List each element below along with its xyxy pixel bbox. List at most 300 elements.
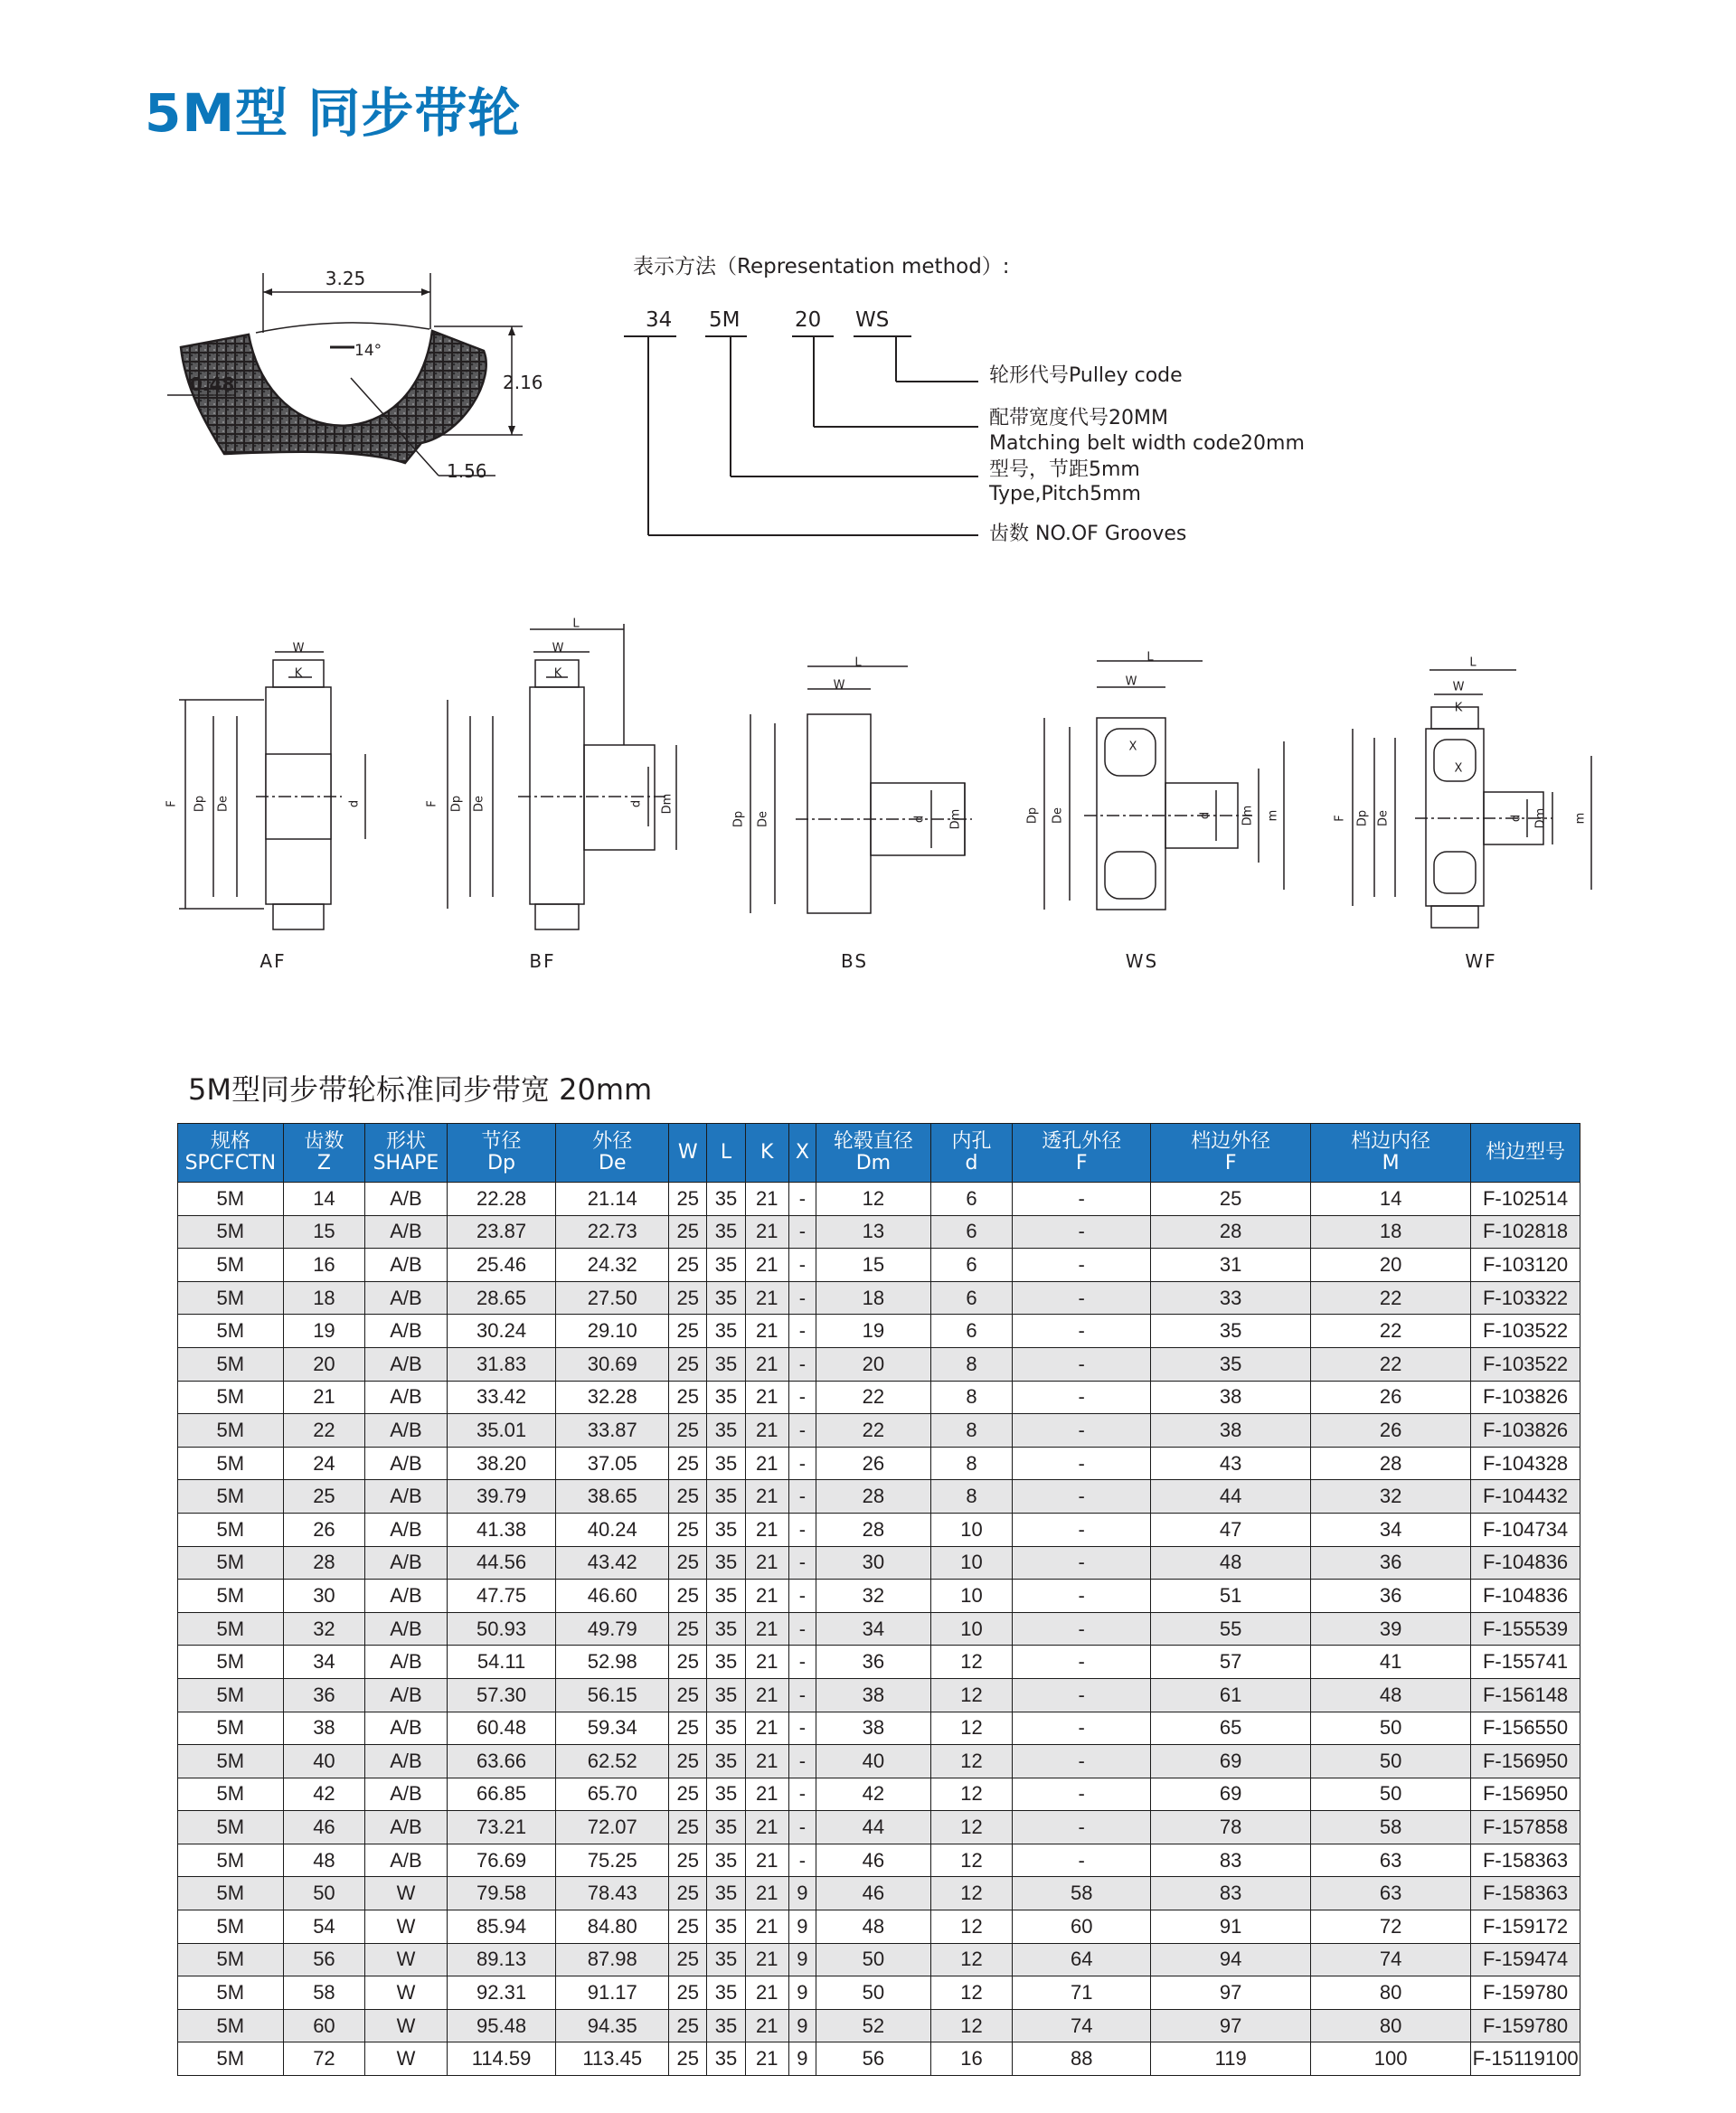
table-row [178, 1347, 1580, 1381]
table-cell: 35 [707, 1976, 745, 2010]
table-cell: 35 [707, 2009, 745, 2042]
table-cell: 21 [745, 1546, 788, 1580]
label-bf: BF [529, 950, 556, 972]
table-cell: 33.42 [447, 1381, 556, 1414]
table-cell: 21 [745, 1877, 788, 1910]
table-row [178, 1877, 1580, 1910]
table-cell: 23.87 [447, 1215, 556, 1249]
column-header-cn: L [720, 1141, 732, 1164]
column-header-cn: W [677, 1141, 698, 1164]
table-cell: 28.65 [447, 1281, 556, 1315]
dim-width: 3.25 [325, 268, 366, 289]
table-cell: 46 [816, 1877, 931, 1910]
table-cell: A/B [365, 1580, 448, 1613]
table-cell: 21 [745, 1513, 788, 1546]
table-cell: F-104836 [1471, 1580, 1580, 1613]
dim-label-wf-4: F [1333, 815, 1347, 822]
dim-label-ws-3: Dp [1025, 807, 1040, 825]
table-cell: 21 [745, 1612, 788, 1646]
table-cell: 5M [178, 1745, 284, 1778]
table-cell: 15 [283, 1215, 365, 1249]
table-cell: 25 [1151, 1183, 1311, 1216]
table-cell: 54.11 [447, 1646, 556, 1679]
table-cell: 21 [745, 1844, 788, 1877]
column-header-cn: 齿数 [304, 1130, 344, 1153]
table-cell: A/B [365, 1678, 448, 1712]
table-cell: 41 [1311, 1646, 1471, 1679]
table-cell: 74 [1311, 1943, 1471, 1976]
table-cell: 21 [745, 1976, 788, 2010]
table-row [178, 1811, 1580, 1844]
table-cell: 31.83 [447, 1347, 556, 1381]
table-cell: W [365, 1976, 448, 2010]
column-header-en: F [1075, 1152, 1088, 1174]
column-header-cn: X [795, 1141, 809, 1164]
table-cell: 27.50 [556, 1281, 669, 1315]
table-cell: 21 [745, 1215, 788, 1249]
table-cell: 113.45 [556, 2042, 669, 2076]
dim-label-bf-5: De [472, 795, 486, 813]
table-cell: A/B [365, 1778, 448, 1811]
table-cell: 25 [669, 1612, 707, 1646]
table-cell: 65.70 [556, 1778, 669, 1811]
table-cell: 62.52 [556, 1745, 669, 1778]
dim-label-wf-6: De [1376, 809, 1391, 827]
table-cell: - [1013, 1381, 1151, 1414]
table-cell: 25 [669, 1447, 707, 1480]
table-row [178, 1281, 1580, 1315]
table-cell: 35 [707, 1347, 745, 1381]
table-row [178, 1712, 1580, 1745]
dim-label-wf-7: d [1509, 814, 1524, 823]
dim-label-bs-0: L [854, 656, 862, 670]
table-cell: 5M [178, 1546, 284, 1580]
table-cell: 35 [707, 1480, 745, 1514]
table-cell: 21 [745, 1712, 788, 1745]
table-cell: 25 [669, 1414, 707, 1448]
table-cell: 9 [788, 1877, 816, 1910]
label-ws: WS [1125, 950, 1159, 972]
table-cell: 88 [1013, 2042, 1151, 2076]
column-header-en: F [1224, 1152, 1237, 1174]
table-cell: 37.05 [556, 1447, 669, 1480]
table-cell: 91 [1151, 1910, 1311, 1944]
table-cell: A/B [365, 1183, 448, 1216]
table-cell: 21 [745, 1315, 788, 1348]
table-cell: 36 [283, 1678, 365, 1712]
table-cell: 61 [1151, 1678, 1311, 1712]
table-cell: 5M [178, 1381, 284, 1414]
spec-table [177, 1123, 1580, 2076]
table-row [178, 1910, 1580, 1944]
column-header-cn: 内孔 [951, 1130, 992, 1153]
table-row [178, 1414, 1580, 1448]
table-row [178, 1844, 1580, 1877]
representation-leaders [624, 336, 978, 535]
column-header-en: SPCFCTN [184, 1152, 277, 1174]
table-cell: - [1013, 1281, 1151, 1315]
table-cell: 50 [283, 1877, 365, 1910]
table-row [178, 1612, 1580, 1646]
dim-label-bf-0: L [572, 617, 580, 631]
table-cell: 5M [178, 1513, 284, 1546]
column-header [556, 1124, 669, 1183]
table-cell: 48 [1151, 1546, 1311, 1580]
label-bs: BS [840, 950, 869, 972]
table-cell: - [1013, 1414, 1151, 1448]
table-cell: 5M [178, 1646, 284, 1679]
table-row [178, 1447, 1580, 1480]
table-title: 5M型同步带轮标准同步带宽 20mm [188, 1072, 653, 1107]
table-cell: 22 [283, 1414, 365, 1448]
table-cell: F-104836 [1471, 1546, 1580, 1580]
dim-label-af-5: d [347, 799, 362, 808]
table-cell: 20 [283, 1347, 365, 1381]
dim-label-af-1: K [294, 666, 303, 681]
table-cell: 9 [788, 2042, 816, 2076]
table-cell: 5M [178, 1580, 284, 1613]
table-cell: 63 [1311, 1877, 1471, 1910]
label-af: AF [259, 950, 287, 972]
column-header-en: Dp [487, 1152, 515, 1174]
table-cell: 5M [178, 2009, 284, 2042]
column-header [788, 1124, 816, 1183]
table-cell: 29.10 [556, 1315, 669, 1348]
table-cell: - [1013, 1347, 1151, 1381]
dim-label-bs-4: d [912, 815, 927, 824]
column-header-cn: 档边外径 [1191, 1130, 1271, 1153]
table-cell: 5M [178, 1215, 284, 1249]
table-cell: 35 [707, 1249, 745, 1282]
table-cell: 33.87 [556, 1414, 669, 1448]
table-cell: 26 [1311, 1381, 1471, 1414]
table-cell: 35 [707, 1546, 745, 1580]
table-cell: 44 [816, 1811, 931, 1844]
table-cell: F-159780 [1471, 2009, 1580, 2042]
table-cell: 36 [1311, 1546, 1471, 1580]
table-cell: 40 [816, 1745, 931, 1778]
table-cell: 5M [178, 1712, 284, 1745]
table-cell: A/B [365, 1414, 448, 1448]
table-cell: 33 [1151, 1281, 1311, 1315]
table-cell: F-158363 [1471, 1877, 1580, 1910]
table-cell: 60.48 [447, 1712, 556, 1745]
table-row [178, 1943, 1580, 1976]
table-cell: 12 [930, 2009, 1013, 2042]
table-cell: A/B [365, 1811, 448, 1844]
table-cell: 30.69 [556, 1347, 669, 1381]
table-cell: 22 [816, 1381, 931, 1414]
table-cell: 35 [707, 1712, 745, 1745]
table-cell: 78.43 [556, 1877, 669, 1910]
table-cell: 34 [283, 1646, 365, 1679]
table-cell: 28 [1311, 1447, 1471, 1480]
table-cell: 6 [930, 1215, 1013, 1249]
table-cell: 21 [745, 1580, 788, 1613]
table-cell: - [1013, 1249, 1151, 1282]
table-cell: 19 [283, 1315, 365, 1348]
table-cell: - [788, 1844, 816, 1877]
table-cell: 25 [669, 1215, 707, 1249]
table-cell: A/B [365, 1447, 448, 1480]
table-cell: F-159474 [1471, 1943, 1580, 1976]
table-cell: A/B [365, 1844, 448, 1877]
dim-label-ws-6: Dm [1241, 805, 1255, 826]
table-cell: 25 [669, 1249, 707, 1282]
table-cell: 10 [930, 1513, 1013, 1546]
table-cell: A/B [365, 1381, 448, 1414]
technical-drawings [0, 0, 1736, 995]
table-cell: 39 [1311, 1612, 1471, 1646]
table-cell: A/B [365, 1612, 448, 1646]
table-cell: 46.60 [556, 1580, 669, 1613]
table-cell: 38 [816, 1678, 931, 1712]
table-cell: 21 [745, 1347, 788, 1381]
table-cell: 48 [283, 1844, 365, 1877]
table-cell: 8 [930, 1347, 1013, 1381]
table-cell: 97 [1151, 2009, 1311, 2042]
table-cell: 5M [178, 1414, 284, 1448]
table-cell: F-156550 [1471, 1712, 1580, 1745]
table-cell: F-104734 [1471, 1513, 1580, 1546]
table-cell: 76.69 [447, 1844, 556, 1877]
table-cell: 87.98 [556, 1943, 669, 1976]
table-cell: 8 [930, 1480, 1013, 1514]
table-cell: 25 [669, 1546, 707, 1580]
table-cell: W [365, 1910, 448, 1944]
table-cell: A/B [365, 1745, 448, 1778]
table-cell: F-102818 [1471, 1215, 1580, 1249]
table-cell: 12 [930, 1646, 1013, 1679]
dim-label-bf-6: d [629, 799, 644, 808]
table-cell: 5M [178, 1183, 284, 1216]
column-header-cn: 档边型号 [1486, 1141, 1566, 1164]
table-cell: 6 [930, 1281, 1013, 1315]
dim-label-bf-4: Dp [449, 795, 464, 813]
table-cell: A/B [365, 1215, 448, 1249]
table-cell: 40 [283, 1745, 365, 1778]
table-cell: 21 [745, 1745, 788, 1778]
dim-radius-top: 0.48 [190, 373, 235, 395]
table-cell: 42 [283, 1778, 365, 1811]
column-header-en: d [965, 1152, 978, 1174]
table-cell: 22 [1311, 1315, 1471, 1348]
table-cell: 46 [283, 1811, 365, 1844]
column-header-cn: 形状 [385, 1130, 426, 1153]
table-cell: - [1013, 1745, 1151, 1778]
table-cell: 12 [930, 1811, 1013, 1844]
table-cell: F-156950 [1471, 1778, 1580, 1811]
table-cell: 5M [178, 1612, 284, 1646]
table-cell: 12 [930, 1910, 1013, 1944]
table-cell: F-103120 [1471, 1249, 1580, 1282]
table-cell: 26 [283, 1513, 365, 1546]
table-cell: 38.65 [556, 1480, 669, 1514]
table-cell: W [365, 2009, 448, 2042]
table-cell: F-157858 [1471, 1811, 1580, 1844]
dim-label-wf-9: m [1573, 812, 1588, 825]
table-cell: - [788, 1183, 816, 1216]
table-cell: 57.30 [447, 1678, 556, 1712]
table-row [178, 1580, 1580, 1613]
dim-label-bs-3: De [756, 810, 770, 828]
table-row [178, 1678, 1580, 1712]
table-cell: 25 [669, 1745, 707, 1778]
code-grooves: 34 [646, 308, 673, 332]
table-cell: 30.24 [447, 1315, 556, 1348]
table-cell: 26 [816, 1447, 931, 1480]
column-header [745, 1124, 788, 1183]
table-cell: - [1013, 1513, 1151, 1546]
table-cell: 35 [707, 1281, 745, 1315]
table-cell: 18 [816, 1281, 931, 1315]
dim-label-af-4: De [216, 795, 231, 813]
table-cell: 92.31 [447, 1976, 556, 2010]
table-cell: F-104432 [1471, 1480, 1580, 1514]
table-cell: F-15119100 [1471, 2042, 1580, 2076]
dim-label-wf-2: K [1454, 701, 1463, 715]
table-cell: 97 [1151, 1976, 1311, 2010]
table-cell: 24 [283, 1447, 365, 1480]
table-cell: 28 [816, 1480, 931, 1514]
dim-radius-bottom: 1.56 [447, 460, 487, 482]
table-cell: - [788, 1811, 816, 1844]
table-cell: A/B [365, 1281, 448, 1315]
table-cell: - [788, 1215, 816, 1249]
table-cell: 48 [1311, 1678, 1471, 1712]
table-cell: 35 [1151, 1315, 1311, 1348]
table-cell: 35 [707, 1678, 745, 1712]
table-cell: - [1013, 1646, 1151, 1679]
table-cell: 35 [707, 1745, 745, 1778]
column-header [1311, 1124, 1471, 1183]
table-cell: 22 [1311, 1281, 1471, 1315]
table-cell: 35 [707, 1646, 745, 1679]
table-cell: - [788, 1646, 816, 1679]
table-cell: - [788, 1249, 816, 1282]
dim-label-bf-3: F [425, 800, 439, 807]
table-cell: F-104328 [1471, 1447, 1580, 1480]
table-row [178, 1513, 1580, 1546]
diagram-bs [750, 666, 972, 913]
table-cell: - [788, 1678, 816, 1712]
table-cell: 25 [669, 2009, 707, 2042]
table-cell: 114.59 [447, 2042, 556, 2076]
table-cell: 66.85 [447, 1778, 556, 1811]
table-cell: A/B [365, 1347, 448, 1381]
table-row [178, 1745, 1580, 1778]
column-header [1151, 1124, 1311, 1183]
table-cell: 10 [930, 1546, 1013, 1580]
table-cell: 25 [669, 1976, 707, 2010]
label-belt-width-en: Matching belt width code20mm [989, 432, 1305, 455]
dim-label-ws-2: X [1128, 740, 1137, 754]
table-cell: A/B [365, 1513, 448, 1546]
table-cell: A/B [365, 1712, 448, 1745]
table-cell: 25 [669, 1281, 707, 1315]
table-cell: 72.07 [556, 1811, 669, 1844]
table-cell: 25 [669, 1910, 707, 1944]
table-cell: - [1013, 1778, 1151, 1811]
table-cell: 89.13 [447, 1943, 556, 1976]
table-cell: - [788, 1513, 816, 1546]
table-cell: 42 [816, 1778, 931, 1811]
table-cell: - [1013, 1678, 1151, 1712]
table-cell: 25 [669, 1580, 707, 1613]
dim-label-bf-2: K [553, 666, 562, 681]
table-cell: 55 [1151, 1612, 1311, 1646]
dim-label-wf-5: Dp [1355, 809, 1370, 827]
table-cell: 47.75 [447, 1580, 556, 1613]
table-cell: 78 [1151, 1811, 1311, 1844]
table-cell: 36 [816, 1646, 931, 1679]
table-cell: 25 [669, 2042, 707, 2076]
table-body [178, 1183, 1580, 2076]
table-cell: 14 [1311, 1183, 1471, 1216]
table-cell: - [1013, 1546, 1151, 1580]
table-cell: 5M [178, 1315, 284, 1348]
table-cell: 9 [788, 1976, 816, 2010]
table-cell: 75.25 [556, 1844, 669, 1877]
table-cell: 25 [669, 1646, 707, 1679]
table-cell: 94 [1151, 1943, 1311, 1976]
table-cell: 25 [669, 1347, 707, 1381]
table-row [178, 1315, 1580, 1348]
table-cell: F-156148 [1471, 1678, 1580, 1712]
table-cell: 28 [283, 1546, 365, 1580]
table-cell: 58 [1013, 1877, 1151, 1910]
table-cell: 35 [707, 1513, 745, 1546]
table-cell: 64 [1013, 1943, 1151, 1976]
column-header-en: De [599, 1152, 627, 1174]
table-cell: 34 [816, 1612, 931, 1646]
dim-label-ws-4: De [1051, 807, 1065, 825]
table-cell: 35 [707, 1580, 745, 1613]
table-cell: 56 [816, 2042, 931, 2076]
table-cell: 35 [707, 1811, 745, 1844]
table-cell: 35 [707, 1447, 745, 1480]
dim-label-bs-2: Dp [731, 810, 746, 828]
dim-label-bs-5: Dm [948, 808, 963, 830]
table-cell: 69 [1151, 1745, 1311, 1778]
dim-label-wf-8: Dm [1533, 807, 1548, 829]
table-cell: A/B [365, 1249, 448, 1282]
table-cell: 25.46 [447, 1249, 556, 1282]
table-cell: 5M [178, 1844, 284, 1877]
table-cell: - [1013, 1315, 1151, 1348]
table-cell: 21 [745, 1778, 788, 1811]
table-cell: 85.94 [447, 1910, 556, 1944]
column-header-cn: 轮毂直径 [833, 1130, 913, 1153]
table-row [178, 1546, 1580, 1580]
table-cell: 25 [669, 1381, 707, 1414]
table-cell: 6 [930, 1315, 1013, 1348]
table-cell: 74 [1013, 2009, 1151, 2042]
table-cell: 32 [1311, 1480, 1471, 1514]
table-cell: 59.34 [556, 1712, 669, 1745]
table-cell: 25 [669, 1480, 707, 1514]
dim-label-bf-7: Dm [660, 793, 675, 815]
table-cell: 25 [669, 1778, 707, 1811]
table-cell: F-103826 [1471, 1381, 1580, 1414]
table-cell: - [788, 1347, 816, 1381]
table-cell: 12 [930, 1678, 1013, 1712]
dim-label-ws-0: L [1146, 650, 1154, 665]
table-cell: 20 [816, 1347, 931, 1381]
table-cell: 25 [669, 1844, 707, 1877]
table-cell: 9 [788, 1910, 816, 1944]
table-row [178, 2009, 1580, 2042]
